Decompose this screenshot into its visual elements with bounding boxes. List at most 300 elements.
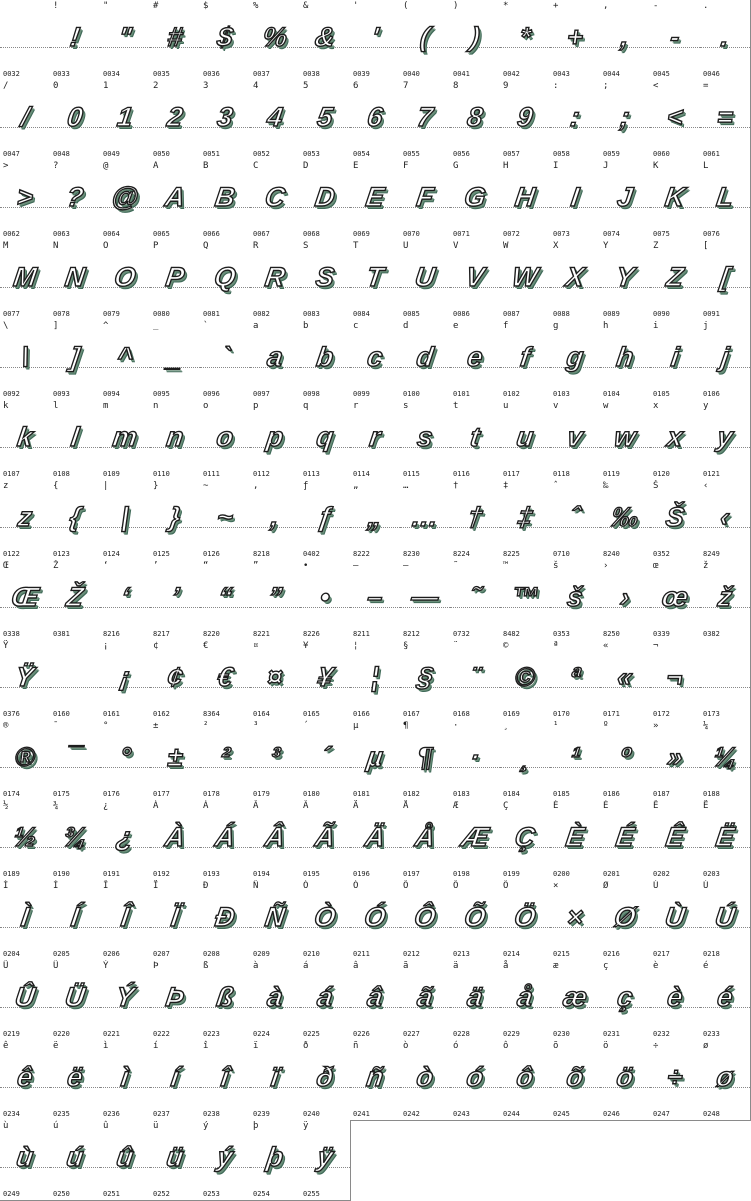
glyph-cell	[700, 80, 751, 161]
glyph-code: 0224	[253, 1030, 270, 1038]
glyph-sample: 6	[365, 102, 385, 132]
glyph-character-label: m	[103, 401, 109, 411]
glyph-character-label: B	[203, 161, 209, 171]
glyph-code: 0044	[603, 70, 620, 78]
glyph-cell	[550, 640, 601, 721]
glyph-code: 0197	[403, 870, 420, 878]
glyph-code: 8226	[303, 630, 320, 638]
glyph-character-label: ¶	[403, 721, 409, 731]
glyph-code: 0231	[603, 1030, 620, 1038]
glyph-character-label: õ	[553, 1041, 559, 1051]
glyph-cell	[350, 880, 401, 961]
glyph-character-label: S	[303, 241, 309, 251]
glyph-sample: h	[614, 342, 636, 372]
glyph-cell	[150, 720, 201, 801]
glyph-code: 0075	[653, 230, 670, 238]
glyph-character-label: ü	[153, 1121, 159, 1131]
glyph-code: 0381	[53, 630, 70, 638]
glyph-sample: "	[116, 22, 134, 52]
glyph-cell	[0, 560, 51, 641]
glyph-code: 0110	[153, 470, 170, 478]
glyph-sample: v	[565, 422, 585, 452]
glyph-character-label: ½	[3, 801, 9, 811]
glyph-character-label: I	[553, 161, 559, 171]
glyph-sample: Ž	[64, 582, 86, 612]
glyph-character-label: „	[353, 481, 359, 491]
glyph-sample: g	[564, 342, 586, 372]
glyph-sample: H	[513, 182, 537, 212]
glyph-cell	[150, 560, 201, 641]
glyph-cell	[50, 880, 101, 961]
glyph-character-label: ¦	[353, 641, 359, 651]
glyph-cell	[50, 320, 101, 401]
glyph-sample: …	[409, 502, 441, 532]
glyph-code: 0101	[453, 390, 470, 398]
glyph-sample: Ä	[363, 822, 387, 852]
glyph-cell	[150, 80, 201, 161]
glyph-character-label: §	[403, 641, 409, 651]
glyph-cell	[0, 0, 51, 81]
glyph-sample: Û	[13, 982, 37, 1012]
glyph-character-label: 2	[153, 81, 159, 91]
glyph-sample: ¬	[665, 662, 685, 692]
glyph-cell	[50, 1120, 101, 1201]
glyph-cell	[700, 720, 751, 801]
glyph-sample: ¨	[468, 662, 482, 692]
glyph-sample: Þ	[163, 982, 187, 1012]
glyph-sample: Æ	[459, 822, 491, 852]
glyph-cell	[150, 1040, 201, 1121]
glyph-sample: U	[413, 262, 437, 292]
glyph-character-label: l	[53, 401, 59, 411]
glyph-sample: q	[314, 422, 336, 452]
glyph-code: 0098	[303, 390, 320, 398]
glyph-character-label: ÿ	[303, 1121, 309, 1131]
glyph-character-label: Å	[403, 801, 409, 811]
glyph-code: 0106	[703, 390, 720, 398]
glyph-code: 0169	[503, 710, 520, 718]
glyph-sample: Ì	[19, 902, 31, 932]
glyph-cell	[150, 240, 201, 321]
glyph-cell	[450, 80, 501, 161]
glyph-cell	[0, 1040, 51, 1121]
glyph-character-label: •	[303, 561, 309, 571]
glyph-sample: ,	[269, 502, 281, 532]
glyph-sample: Í	[69, 902, 81, 932]
glyph-character-label: …	[403, 481, 409, 491]
glyph-sample: ñ	[364, 1062, 386, 1092]
glyph-cell	[200, 160, 251, 241]
glyph-sample: {	[67, 502, 83, 532]
glyph-cell	[200, 640, 251, 721]
glyph-character-label: p	[253, 401, 259, 411]
glyph-code: 0185	[553, 790, 570, 798]
glyph-sample: >	[15, 182, 35, 212]
glyph-character-label: -	[653, 1, 659, 11]
glyph-code: 8364	[203, 710, 220, 718]
glyph-sample: ¡	[118, 662, 132, 692]
glyph-cell	[500, 480, 551, 561]
glyph-code: 0236	[103, 1110, 120, 1118]
glyph-sample: !	[68, 22, 82, 52]
glyph-code: 0071	[453, 230, 470, 238]
glyph-character-label: ð	[303, 1041, 309, 1051]
glyph-sample: œ	[660, 582, 690, 612]
glyph-cell	[50, 560, 101, 641]
glyph-character-label: <	[653, 81, 659, 91]
glyph-character-label: ‘	[103, 561, 109, 571]
glyph-cell	[650, 880, 701, 961]
glyph-code: 0166	[353, 710, 370, 718]
glyph-cell	[350, 560, 401, 641]
glyph-cell	[300, 960, 351, 1041]
glyph-cell	[50, 480, 101, 561]
glyph-character-label: ¼	[703, 721, 709, 731]
glyph-sample: Ÿ	[13, 662, 37, 692]
glyph-cell	[200, 480, 251, 561]
glyph-code: 0214	[503, 950, 520, 958]
glyph-character-label: ¾	[53, 801, 59, 811]
glyph-code: 0032	[3, 70, 20, 78]
glyph-character-label: ²	[203, 721, 209, 731]
glyph-cell	[700, 400, 751, 481]
glyph-character-label: [	[703, 241, 709, 251]
glyph-sample: 1	[115, 102, 135, 132]
glyph-cell	[200, 720, 251, 801]
glyph-cell	[100, 160, 151, 241]
glyph-code: 0229	[503, 1030, 520, 1038]
glyph-code: 0203	[703, 870, 720, 878]
glyph-character-label: Š	[653, 481, 659, 491]
glyph-code: 0242	[403, 1110, 420, 1118]
glyph-cell	[650, 960, 701, 1041]
glyph-code: 0339	[653, 630, 670, 638]
glyph-character-label: Ê	[653, 801, 659, 811]
glyph-code: 8230	[403, 550, 420, 558]
glyph-code: 0035	[153, 70, 170, 78]
glyph-code: 0187	[653, 790, 670, 798]
glyph-sample: ê	[15, 1062, 35, 1092]
glyph-character-label: j	[703, 321, 709, 331]
glyph-code: 0041	[453, 70, 470, 78]
glyph-character-label: ä	[453, 961, 459, 971]
glyph-cell	[0, 1120, 51, 1201]
glyph-character-label: ~	[203, 481, 209, 491]
glyph-cell	[550, 160, 601, 241]
glyph-code: 0054	[353, 150, 370, 158]
glyph-code: 0222	[153, 1030, 170, 1038]
glyph-character-label: ¹	[553, 721, 559, 731]
glyph-cell	[300, 720, 351, 801]
glyph-sample: ;	[618, 102, 632, 132]
glyph-sample: ¾	[61, 822, 89, 852]
glyph-code: 0207	[153, 950, 170, 958]
glyph-sample: X	[563, 262, 587, 292]
glyph-character-label: ª	[553, 641, 559, 651]
glyph-cell	[700, 160, 751, 241]
glyph-character-label: Ç	[503, 801, 509, 811]
glyph-character-label: q	[303, 401, 309, 411]
glyph-character-label: â	[353, 961, 359, 971]
glyph-character-label: Ó	[353, 881, 359, 891]
glyph-sample: Ê	[663, 822, 687, 852]
glyph-sample: Š	[663, 502, 687, 532]
glyph-character-label: ò	[403, 1041, 409, 1051]
glyph-code: 0161	[103, 710, 120, 718]
glyph-code: 0202	[653, 870, 670, 878]
glyph-sample: w	[612, 422, 638, 452]
glyph-sample: þ	[264, 1142, 286, 1172]
glyph-cell	[600, 800, 651, 881]
glyph-code: 0117	[503, 470, 520, 478]
glyph-character-label: à	[253, 961, 259, 971]
glyph-cell	[400, 960, 451, 1041]
glyph-code: 0079	[103, 310, 120, 318]
glyph-code: 8221	[253, 630, 270, 638]
glyph-character-label: 4	[253, 81, 259, 91]
glyph-code: 0086	[453, 310, 470, 318]
glyph-character-label: c	[353, 321, 359, 331]
glyph-sample: å	[515, 982, 535, 1012]
glyph-cell	[450, 560, 501, 641]
glyph-code: 0243	[453, 1110, 470, 1118]
glyph-cell	[200, 880, 251, 961]
glyph-character-label: î	[203, 1041, 209, 1051]
glyph-sample: ¸	[518, 742, 532, 772]
glyph-cell	[250, 0, 301, 81]
glyph-sample: í	[169, 1062, 181, 1092]
glyph-cell	[50, 800, 101, 881]
glyph-cell	[450, 320, 501, 401]
glyph-character-label: —	[403, 561, 409, 571]
glyph-code: 0248	[703, 1110, 720, 1118]
glyph-code: 0043	[553, 70, 570, 78]
glyph-code: 0090	[653, 310, 670, 318]
glyph-character-label: ã	[403, 961, 409, 971]
glyph-sample: Ë	[713, 822, 737, 852]
glyph-cell	[50, 240, 101, 321]
glyph-character-label: J	[603, 161, 609, 171]
glyph-character-label: ÷	[653, 1041, 659, 1051]
glyph-code: 0252	[153, 1190, 170, 1198]
glyph-sample: ª	[567, 662, 583, 692]
glyph-character-label: È	[553, 801, 559, 811]
glyph-code: 8218	[253, 550, 270, 558]
glyph-code: 0068	[303, 230, 320, 238]
glyph-sample: .	[719, 22, 731, 52]
glyph-cell	[500, 160, 551, 241]
glyph-code: 0081	[203, 310, 220, 318]
glyph-character-label: ô	[503, 1041, 509, 1051]
glyph-code: 0198	[453, 870, 470, 878]
glyph-character-label: Z	[653, 241, 659, 251]
glyph-cell	[650, 400, 701, 481]
glyph-character-label: Ë	[703, 801, 709, 811]
glyph-code: 0051	[203, 150, 220, 158]
glyph-character-label: R	[253, 241, 259, 251]
glyph-sample: 3	[215, 102, 235, 132]
glyph-sample: ƒ	[315, 502, 335, 532]
glyph-sample: `	[218, 342, 232, 372]
glyph-cell	[600, 160, 651, 241]
glyph-cell	[50, 1040, 101, 1121]
glyph-sample: á	[315, 982, 335, 1012]
glyph-character-label: /	[3, 81, 9, 91]
glyph-character-label: ¯	[53, 721, 59, 731]
glyph-code: 0191	[103, 870, 120, 878]
glyph-code: 0255	[303, 1190, 320, 1198]
glyph-cell	[200, 1040, 251, 1121]
glyph-character-label: Ú	[703, 881, 709, 891]
glyph-code: 0182	[403, 790, 420, 798]
glyph-cell	[650, 160, 701, 241]
glyph-character-label: Y	[603, 241, 609, 251]
glyph-sample: E	[363, 182, 387, 212]
glyph-code: 0174	[3, 790, 20, 798]
glyph-character-label: Ò	[303, 881, 309, 891]
glyph-code: 0092	[3, 390, 20, 398]
glyph-code: 0173	[703, 710, 720, 718]
glyph-cell	[250, 240, 301, 321]
glyph-cell	[700, 240, 751, 321]
glyph-sample: a	[265, 342, 285, 372]
glyph-character-label: †	[453, 481, 459, 491]
glyph-code: 0042	[503, 70, 520, 78]
glyph-cell	[700, 320, 751, 401]
glyph-cell	[550, 960, 601, 1041]
glyph-sample: [	[718, 262, 732, 292]
glyph-cell	[100, 800, 151, 881]
glyph-cell	[150, 800, 201, 881]
glyph-cell	[100, 560, 151, 641]
glyph-cell	[200, 0, 251, 81]
glyph-cell	[700, 480, 751, 561]
glyph-character-label: |	[103, 481, 109, 491]
glyph-sample: 7	[415, 102, 435, 132]
glyph-code: 0241	[353, 1110, 370, 1118]
glyph-sample: e	[465, 342, 485, 372]
glyph-character-label: P	[153, 241, 159, 251]
glyph-character-label: ï	[253, 1041, 259, 1051]
glyph-code: 8216	[103, 630, 120, 638]
glyph-sample: /	[19, 102, 31, 132]
glyph-character-label: µ	[353, 721, 359, 731]
glyph-code: 0050	[153, 150, 170, 158]
glyph-code: 0245	[553, 1110, 570, 1118]
glyph-character-label: u	[503, 401, 509, 411]
glyph-sample: c	[365, 342, 385, 372]
glyph-character-label: 9	[503, 81, 509, 91]
glyph-cell	[350, 0, 401, 81]
glyph-code: 0238	[203, 1110, 220, 1118]
glyph-character-label: N	[53, 241, 59, 251]
glyph-sample: ±	[165, 742, 185, 772]
glyph-code: 0402	[303, 550, 320, 558]
glyph-code: 8217	[153, 630, 170, 638]
glyph-sample: —	[409, 582, 441, 612]
glyph-character-label: Ü	[53, 961, 59, 971]
glyph-code: 0033	[53, 70, 70, 78]
glyph-sample: B	[213, 182, 237, 212]
glyph-character-label: h	[603, 321, 609, 331]
glyph-code: 0085	[403, 310, 420, 318]
glyph-character-label: Ö	[503, 881, 509, 891]
glyph-sample: 2	[165, 102, 185, 132]
glyph-character-label: ™	[503, 561, 509, 571]
glyph-cell	[200, 320, 251, 401]
glyph-sample: ž	[716, 582, 734, 612]
glyph-cell	[400, 880, 451, 961]
glyph-code: 0049	[103, 150, 120, 158]
glyph-character-label: X	[553, 241, 559, 251]
glyph-code: 0190	[53, 870, 70, 878]
glyph-sample: °	[117, 742, 133, 772]
glyph-cell	[550, 720, 601, 801]
glyph-cell	[650, 800, 701, 881]
glyph-sample: ç	[615, 982, 635, 1012]
glyph-sample: É	[613, 822, 637, 852]
glyph-code: 0219	[3, 1030, 20, 1038]
glyph-character-label: :	[553, 81, 559, 91]
glyph-character-label: o	[203, 401, 209, 411]
glyph-code: 0112	[253, 470, 270, 478]
glyph-code: 8250	[603, 630, 620, 638]
glyph-code: 0060	[653, 150, 670, 158]
glyph-code: 0102	[503, 390, 520, 398]
glyph-cell	[50, 400, 101, 481]
glyph-character-label: e	[453, 321, 459, 331]
glyph-code: 0045	[653, 70, 670, 78]
glyph-cell	[450, 0, 501, 81]
glyph-cell	[600, 480, 651, 561]
glyph-character-label: 6	[353, 81, 359, 91]
glyph-character-label: =	[703, 81, 709, 91]
glyph-cell	[650, 320, 701, 401]
glyph-sample: Õ	[462, 902, 488, 932]
glyph-character-label: ç	[603, 961, 609, 971]
glyph-character-label: Ñ	[253, 881, 259, 891]
glyph-cell	[0, 160, 51, 241]
glyph-sample: Ó	[362, 902, 388, 932]
glyph-code: 0181	[353, 790, 370, 798]
glyph-code: 0074	[603, 230, 620, 238]
glyph-cell	[600, 0, 651, 81]
glyph-sample: Ö	[512, 902, 538, 932]
glyph-sample: š	[565, 582, 585, 612]
glyph-sample: '	[369, 22, 381, 52]
glyph-sample: O	[112, 262, 138, 292]
glyph-cell	[0, 320, 51, 401]
glyph-cell	[200, 1120, 251, 1201]
glyph-sample: Á	[213, 822, 237, 852]
glyph-character-label: œ	[653, 561, 659, 571]
glyph-sample: %	[260, 22, 290, 52]
glyph-character-label: ;	[603, 81, 609, 91]
glyph-sample: Ñ	[263, 902, 287, 932]
glyph-sample: Œ	[9, 582, 41, 612]
glyph-character-label: y	[703, 401, 709, 411]
glyph-sample: õ	[564, 1062, 586, 1092]
glyph-code: 0223	[203, 1030, 220, 1038]
glyph-character-label: E	[353, 161, 359, 171]
glyph-character-label: É	[603, 801, 609, 811]
glyph-code: 0172	[653, 710, 670, 718]
glyph-character-label: 8	[453, 81, 459, 91]
glyph-character-label: W	[503, 241, 509, 251]
glyph-cell	[50, 960, 101, 1041]
glyph-code: 0217	[653, 950, 670, 958]
glyph-sample: 8	[465, 102, 485, 132]
